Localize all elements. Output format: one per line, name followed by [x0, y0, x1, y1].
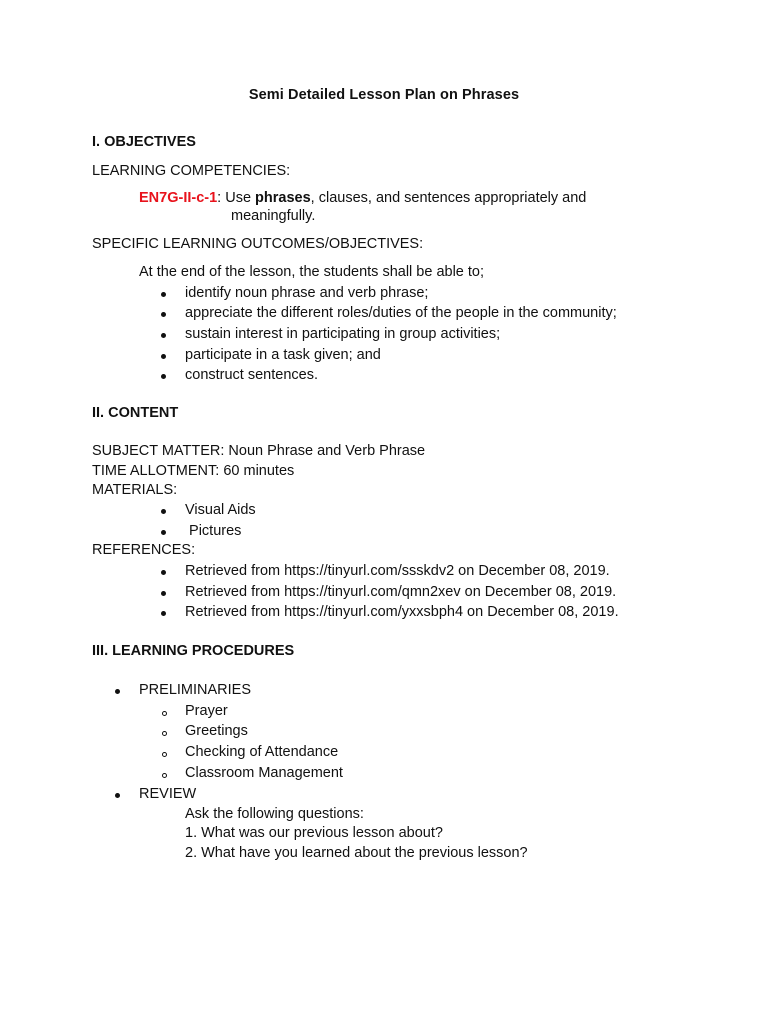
review-question: 2. What have you learned about the previous lesson? — [185, 845, 528, 861]
bullet-icon — [161, 333, 166, 338]
sub-bullet-icon — [162, 752, 167, 757]
bullet-icon — [161, 611, 166, 616]
competencies-label: LEARNING COMPETENCIES: — [92, 163, 291, 179]
competency-code: EN7G-II-c-1 — [139, 190, 218, 206]
sub-bullet-icon — [162, 731, 167, 736]
review-label: REVIEW — [139, 786, 197, 802]
materials-label: MATERIALS: — [92, 482, 178, 498]
references-label: REFERENCES: — [92, 542, 196, 558]
bullet-icon — [161, 530, 166, 535]
bullet-icon — [161, 591, 166, 596]
competency-prefix: : Use — [217, 190, 256, 206]
bullet-icon — [161, 509, 166, 514]
competency-line — [139, 190, 586, 206]
sub-bullet-icon — [162, 711, 167, 716]
bullet-icon — [161, 292, 166, 297]
bullet-icon — [161, 354, 166, 359]
review-question: 1. What was our previous lesson about? — [185, 825, 443, 841]
page-title: Semi Detailed Lesson Plan on Phrases — [248, 87, 520, 103]
review-intro: Ask the following questions: — [185, 806, 364, 822]
document-page: Semi Detailed Lesson Plan on Phrases I. OBJECTIVES LEARNING COMPETENCIES: EN7G-II-c-1: Use phrases, clauses, and sentences appropriately and meaningfully. SPECIFIC LEARNING OUTCOMES/OBJECTIVES: At the end of the lesson, the students shall be able to; identify noun phrase and verb phrase; appreciate the different roles/duties of the people in the community; sustain interest in participating in group activities; participate in a task given; and construct sentences. II. CONTENT SUBJECT MATTER: Noun Phrase and Verb Phrase TIME ALLOTMENT: 60 minutes MATERIALS: Visual Aids Pictures REFERENCES: Retrieved from https://tinyurl.com/ssskdv2 on December 08, 2019. Retrieved from https://tinyurl.com/qmn2xev on December 08, 2019. Retrieved from https://tinyurl.com/yxxsbph4 on December 08, 2019. III. LEARNING PROCEDURES PRELIMINARIES Prayer Greetings Checking of Attendance Classroom Management REVIEW Ask the following questions: 1. What was our previous lesson about? 2. What have you learned about the previous lesson? — [0, 0, 768, 1024]
bullet-icon — [161, 312, 166, 317]
competency-rest: , clauses, and sentences appropriately and — [310, 190, 587, 206]
preliminaries-label: PRELIMINARIES — [139, 682, 251, 698]
content-heading: II. CONTENT — [92, 405, 179, 421]
objectives-heading: I. OBJECTIVES — [92, 134, 196, 150]
time-allotment: TIME ALLOTMENT: 60 minutes — [92, 463, 295, 479]
bullet-icon — [161, 570, 166, 575]
outcomes-intro: At the end of the lesson, the students shall be able to; — [139, 264, 485, 280]
bullet-icon — [115, 793, 120, 798]
procedures-heading: III. LEARNING PROCEDURES — [92, 643, 295, 659]
competency-bold: phrases — [255, 190, 311, 206]
subject-matter: SUBJECT MATTER: Noun Phrase and Verb Phrase — [92, 443, 426, 459]
sub-bullet-icon — [162, 773, 167, 778]
bullet-icon — [115, 689, 120, 694]
competency-line-2: meaningfully. — [231, 208, 316, 224]
bullet-icon — [161, 374, 166, 379]
outcomes-label: SPECIFIC LEARNING OUTCOMES/OBJECTIVES: — [92, 236, 424, 252]
